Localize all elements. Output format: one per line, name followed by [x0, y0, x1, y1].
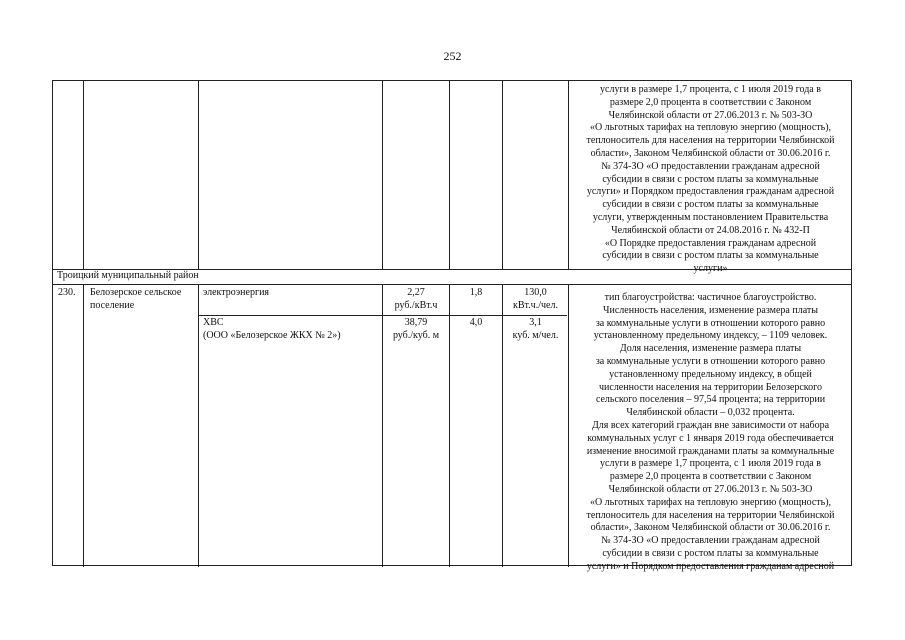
district-header: Троицкий муниципальный район	[57, 270, 199, 281]
service-row-divider	[198, 315, 567, 316]
tariff-value: 38,79 руб./куб. м	[392, 317, 440, 341]
row-description: тип благоустройства: частичное благоустройство. Численность населения, изменение размера платы за коммунальные услуги в отношении которого равно установленному предельному индексу, – 1109 человек. Доля населения, изменение размера платы за коммунальные услуги в отношении которого равно установленному предельному индексу, в общей численности населения на территории Белозерского сельского поселения – 97,54 процента; на территории Челябинской области – 0,032 процента. Для всех категорий граждан вне зависимости от набора коммунальных услуг с 1 января 2019 года обеспечивается изменение вносимой гражданами платы за коммунальные услуги в размере 1,7 процента, с 1 июля 2019 года в размере 2,0 процента в соответствии с Законом Челябинской области от 27.06.2013 г. № 503-ЗО «О льготных тарифах на тепловую энергию (мощность), теплоноситель для населения на территории Челябинской области», Законом Челябинской области от 30.06.2016 г. № 374-ЗО «О предоставлении гражданам адресной субсидии в связи с ростом платы за коммунальные услуги» и Порядком предоставления гражданам адресной	[586, 292, 835, 572]
increase-value: 1,8	[469, 287, 483, 298]
norm-value: 3,1 куб. м/чел.	[512, 317, 559, 341]
increase-value: 4,0	[469, 317, 483, 328]
column-divider	[502, 81, 503, 269]
column-divider	[449, 81, 450, 269]
norm-value: 130,0 кВт.ч./чел.	[513, 287, 558, 311]
column-divider	[83, 284, 84, 567]
row-number: 230.	[58, 287, 76, 298]
column-divider	[198, 284, 199, 567]
top-description: услуги в размере 1,7 процента, с 1 июля 2019 года в размере 2,0 процента в соответствии с Законом Челябинской области от 27.06.2013 г. № 503-ЗО «О льготных тарифах на тепловую энергию (мощность), теплоноситель для населения на территории Челябинской области», Законом Челябинской области от 30.06.2016 г. № 374-ЗО «О предоставлении гражданам адресной субсидии в связи с ростом платы за коммунальные услуги» и Порядком предоставления гражданам адресной субсидии в связи с ростом платы за коммунальные услуги, утвержденным постановлением Правительства Челябинской области от 24.08.2016 г. № 432-П «О Порядке предоставления гражданам адресной субсидии в связи с ростом платы за коммунальные услуги»	[586, 84, 835, 275]
tariff-value: 2,27 руб./кВт.ч	[394, 287, 438, 311]
column-divider	[83, 81, 84, 269]
column-divider	[382, 81, 383, 269]
service-name: электроэнергия	[203, 287, 270, 298]
settlement-name: Белозерское сельское поселение	[90, 287, 182, 311]
column-divider	[198, 81, 199, 269]
row-divider	[53, 284, 851, 285]
service-name: ХВС (ООО «Белозерское ЖКХ № 2»)	[203, 317, 341, 341]
page-number: 252	[443, 49, 462, 63]
tariff-table	[52, 80, 852, 572]
